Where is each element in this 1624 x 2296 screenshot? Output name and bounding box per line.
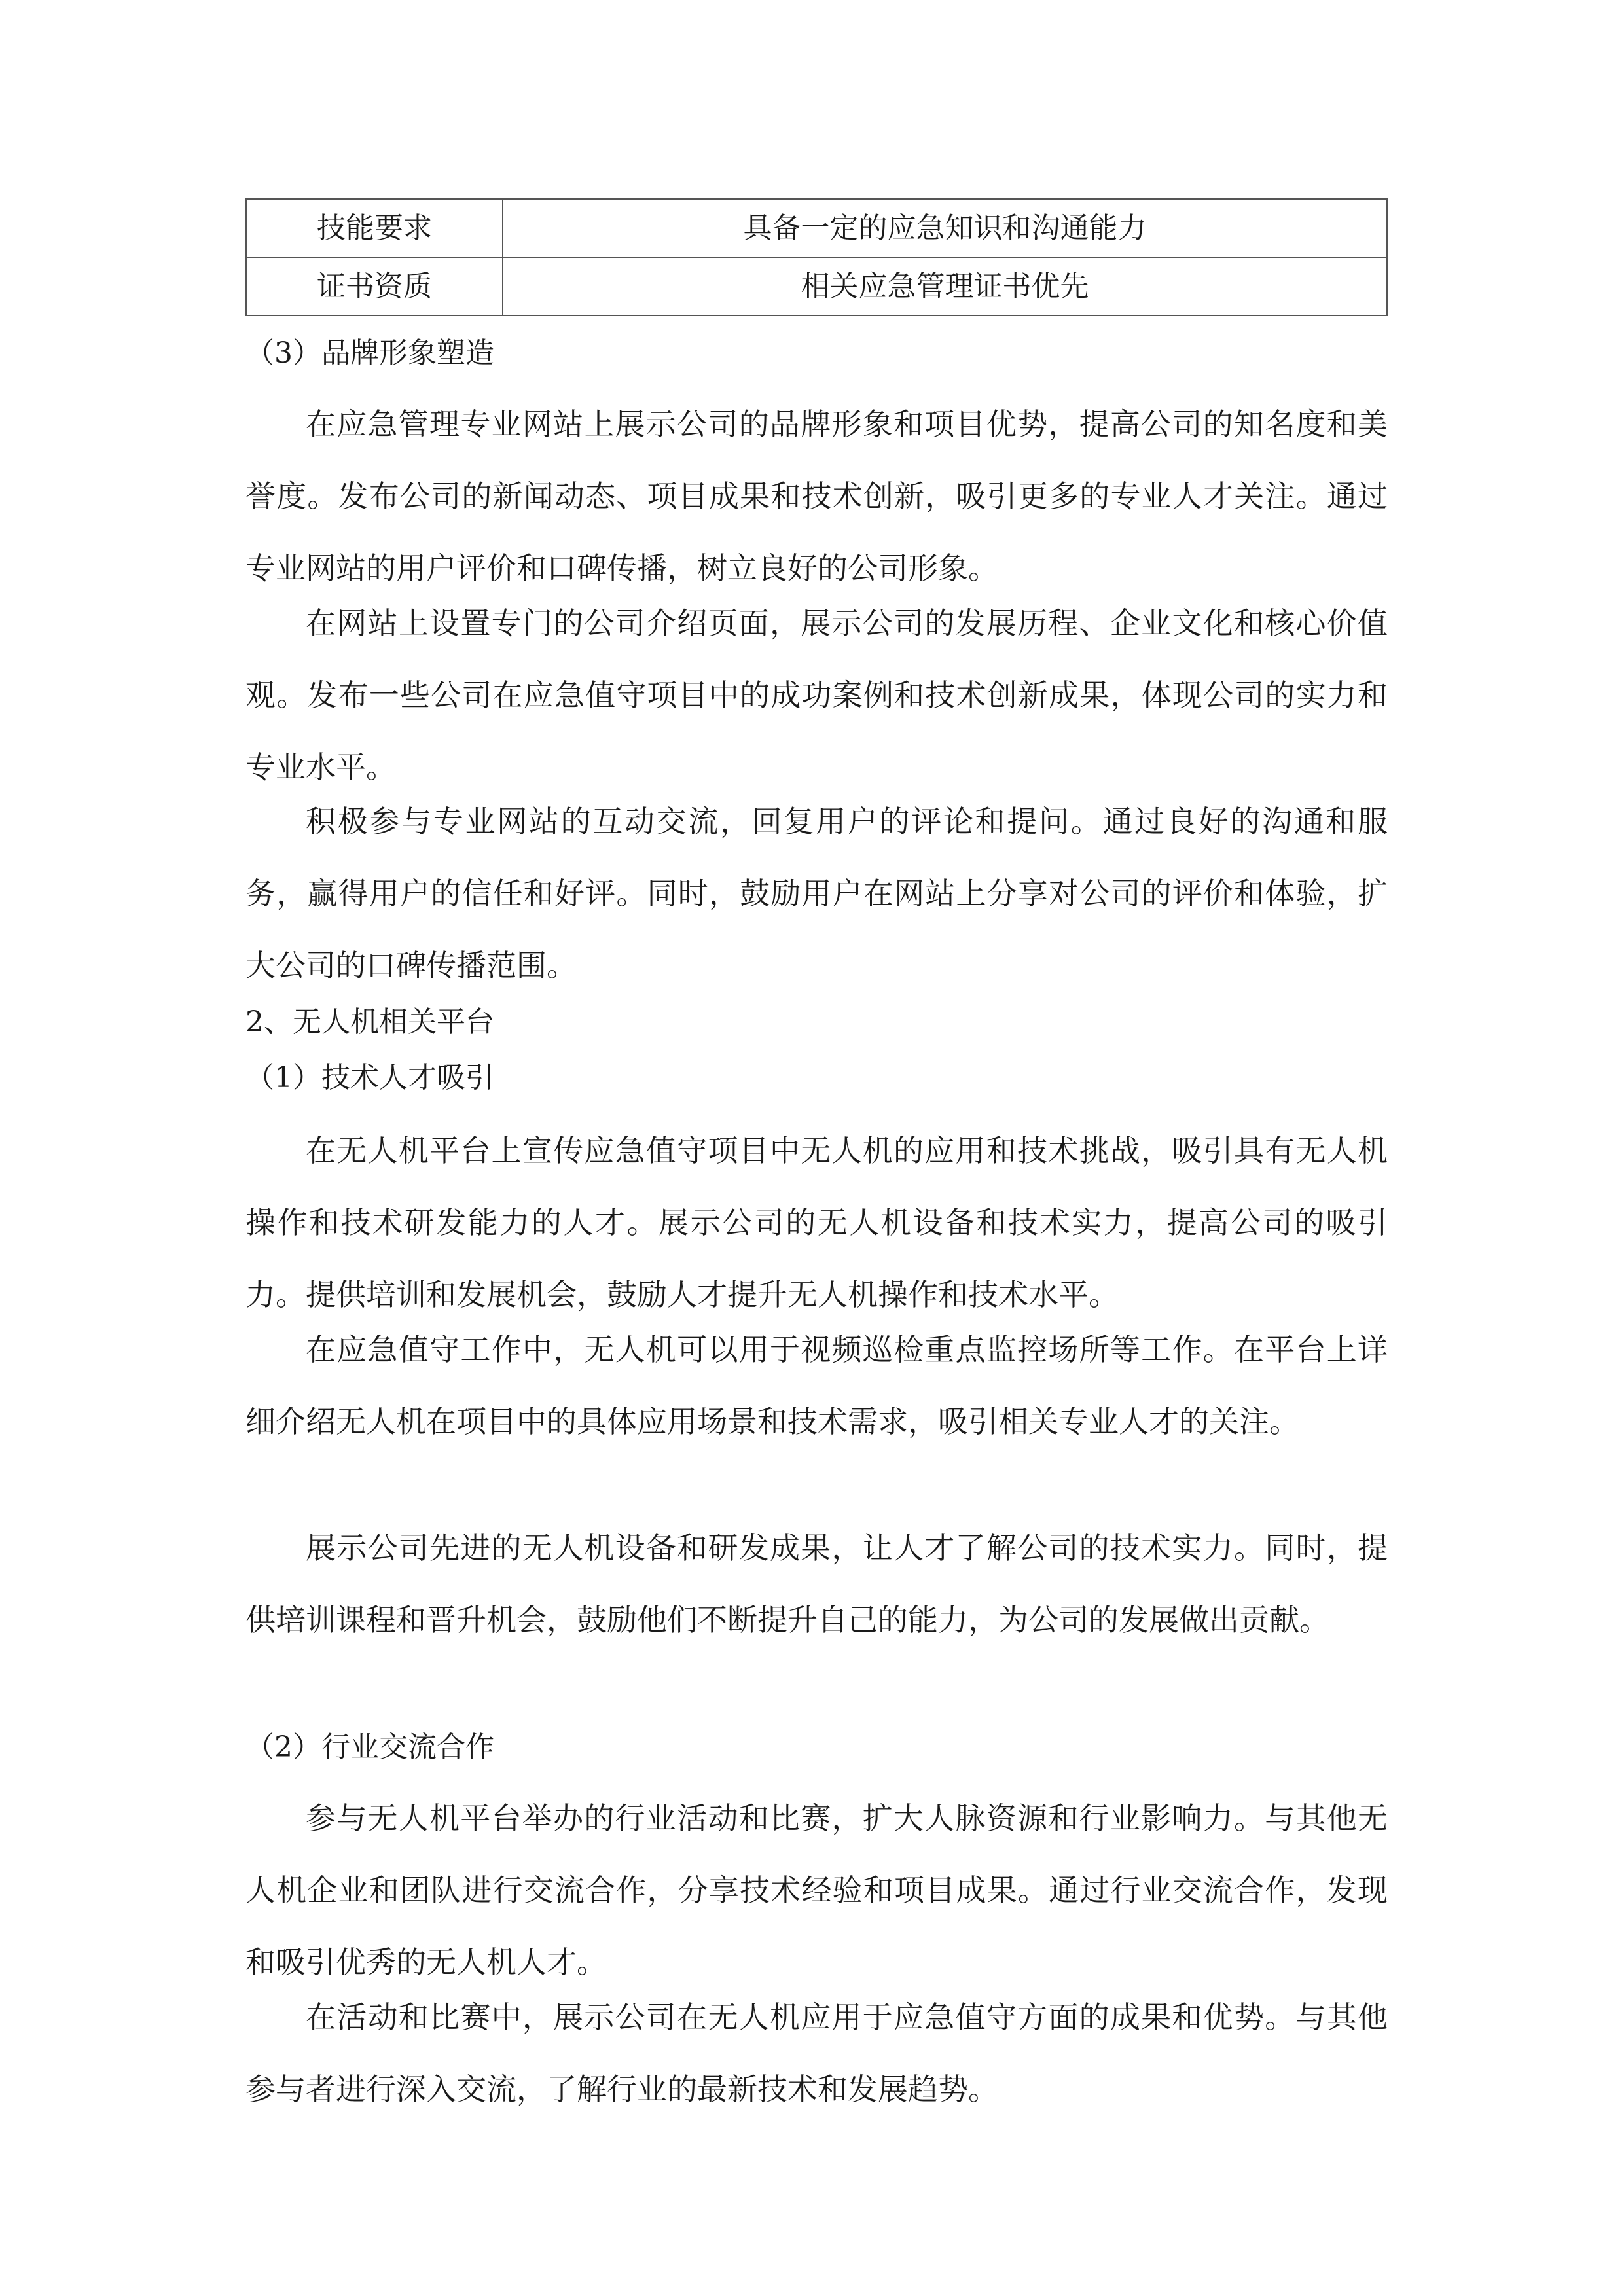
table-cell-label: 技能要求: [246, 199, 503, 257]
section-heading-drone-platforms: 2、无人机相关平台: [245, 1005, 494, 1039]
section-heading-brand-image: （3）品牌形象塑造: [245, 336, 494, 370]
paragraph: 积极参与专业网站的互动交流，回复用户的评论和提问。通过良好的沟通和服务，赢得用户的信任和好评。同时，鼓励用户在网站上分享对公司的评价和体验，扩大公司的口碑传播范围。: [245, 804, 1388, 983]
table-row: [246, 257, 1387, 315]
paragraph: 展示公司先进的无人机设备和研发成果，让人才了解公司的技术实力。同时，提供培训课程和晋升机会，鼓励他们不断提升自己的能力，为公司的发展做出贡献。: [245, 1530, 1388, 1638]
table-cell-value: 具备一定的应急知识和沟通能力: [503, 199, 1387, 257]
subsection-heading-industry-exchange: （2）行业交流合作: [245, 1731, 494, 1764]
table-row: [246, 199, 1387, 257]
requirements-table: [245, 198, 1388, 316]
table-cell-value: 相关应急管理证书优先: [503, 257, 1387, 315]
paragraph: 在应急值守工作中，无人机可以用于视频巡检重点监控场所等工作。在平台上详细介绍无人机在项目中的具体应用场景和技术需求，吸引相关专业人才的关注。: [245, 1332, 1388, 1439]
paragraph: 参与无人机平台举办的行业活动和比赛，扩大人脉资源和行业影响力。与其他无人机企业和团队进行交流合作，分享技术经验和项目成果。通过行业交流合作，发现和吸引优秀的无人机人才。: [245, 1801, 1388, 1980]
table-cell-label: 证书资质: [246, 257, 503, 315]
subsection-heading-talent-attraction: （1）技术人才吸引: [245, 1061, 494, 1094]
paragraph: 在网站上设置专门的公司介绍页面，展示公司的发展历程、企业文化和核心价值观。发布一些公司在应急值守项目中的成功案例和技术创新成果，体现公司的实力和专业水平。: [245, 605, 1388, 785]
paragraph: 在活动和比赛中，展示公司在无人机应用于应急值守方面的成果和优势。与其他参与者进行深入交流，了解行业的最新技术和发展趋势。: [245, 2000, 1388, 2107]
paragraph: 在无人机平台上宣传应急值守项目中无人机的应用和技术挑战，吸引具有无人机操作和技术研发能力的人才。展示公司的无人机设备和技术实力，提高公司的吸引力。提供培训和发展机会，鼓励人才提升无人机操作和技术水平。: [245, 1133, 1388, 1312]
paragraph: 在应急管理专业网站上展示公司的品牌形象和项目优势，提高公司的知名度和美誉度。发布公司的新闻动态、项目成果和技术创新，吸引更多的专业人才关注。通过专业网站的用户评价和口碑传播，树立良好的公司形象。: [245, 406, 1388, 586]
